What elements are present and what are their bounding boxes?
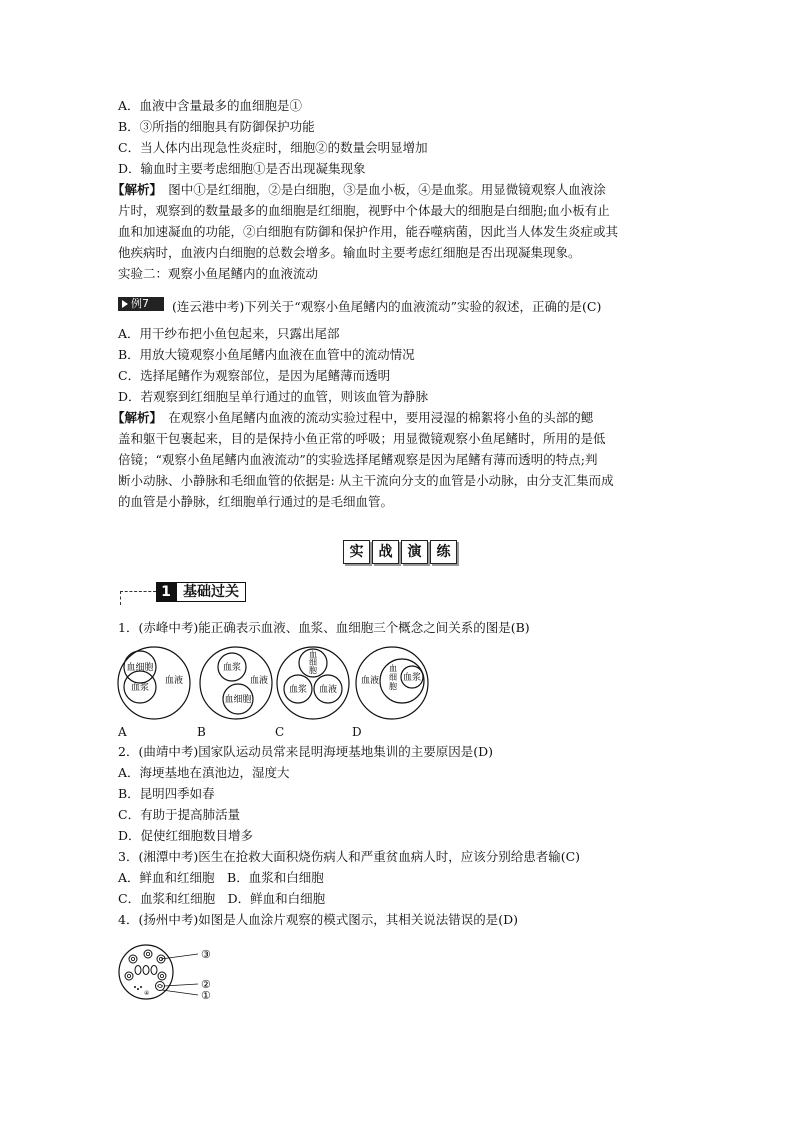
diag-a-label-plasma: 血浆 bbox=[130, 683, 150, 693]
diagram-a bbox=[118, 647, 190, 719]
analysis-1-line-4: 他疾病时，血液内白细胞的总数会增多。输血时主要考虑红细胞是否出现凝集现象。 bbox=[118, 245, 581, 260]
diagram-b bbox=[200, 647, 272, 719]
diagram-c bbox=[277, 647, 349, 719]
diag-d-label-plasma: 血浆 bbox=[402, 673, 422, 683]
question-2-option-a: A．海埂基地在滇池边，湿度大 bbox=[118, 765, 290, 780]
q4-label-2: ② bbox=[201, 978, 211, 991]
analysis-2-line-5: 的血管是小静脉，红细胞单行通过的是毛细血管。 bbox=[118, 494, 394, 509]
analysis-2-line-1 bbox=[112, 410, 593, 426]
analysis-tag: 【解析】 bbox=[112, 182, 156, 197]
question-1: 1．(赤峰中考)能正确表示血液、血浆、血细胞三个概念之间关系的图是(B) bbox=[118, 620, 530, 635]
example-7-option-b: B．用放大镜观察小鱼尾鳍内血液在血管中的流动情况 bbox=[118, 347, 415, 362]
diag-a-label-blood: 血液 bbox=[164, 676, 184, 686]
q4-label-3: ③ bbox=[201, 948, 211, 961]
diag-b-label-blood-cells: 血细胞 bbox=[224, 695, 252, 705]
banner-char: 演 bbox=[401, 540, 428, 564]
diag-d-label-blood: 血液 bbox=[360, 676, 380, 686]
question-3: 3．(湘潭中考)医生在抢救大面积烧伤病人和严重贫血病人时，应该分别给患者输(C) bbox=[118, 849, 581, 864]
diag-b-label-plasma: 血浆 bbox=[222, 663, 242, 673]
analysis-2-line-2: 盖和躯干包裹起来，目的是保持小鱼正常的呼吸；用显微镜观察小鱼尾鳍时，所用的是低 bbox=[118, 431, 606, 446]
example-7-question: (连云港中考)下列关于“观察小鱼尾鳍内的血液流动”实验的叙述，正确的是(C) bbox=[172, 299, 602, 314]
diag-c-label-blood: 血液 bbox=[318, 685, 338, 695]
analysis-2-line-3: 倍镜；“观察小鱼尾鳍内血液流动”的实验选择尾鳍观察是因为尾鳍有薄而透明的特点;判 bbox=[118, 452, 598, 467]
analysis-1-text-1: 图中①是红细胞，②是白细胞，③是血小板，④是血浆。用显微镜观察人血液涂 bbox=[155, 182, 606, 197]
example-badge-label: 例7 bbox=[131, 297, 149, 310]
banner-char: 战 bbox=[372, 540, 399, 564]
option-d-line: D．输血时主要考虑细胞①是否出现凝集现象 bbox=[118, 161, 366, 176]
diag-c-label-top: 胞 bbox=[309, 666, 317, 675]
analysis-1-line-2: 片时，观察到的数量最多的血细胞是红细胞，视野中个体最大的细胞是白细胞;血小板有止 bbox=[118, 203, 610, 218]
diagram-letter: D bbox=[352, 725, 362, 739]
play-triangle-icon bbox=[122, 300, 128, 308]
diag-a-label-blood-cells: 血细胞 bbox=[126, 663, 154, 673]
diag-d-label-mid: 细 bbox=[389, 673, 397, 682]
q1-diagrams bbox=[116, 643, 432, 723]
question-2-option-c: C．有助于提高肺活量 bbox=[118, 807, 241, 822]
analysis-tag: 【解析】 bbox=[112, 410, 156, 425]
dashed-line bbox=[120, 591, 156, 592]
example-7-option-a: A．用干纱布把小鱼包起来，只露出尾部 bbox=[118, 326, 340, 341]
question-4: 4．(扬州中考)如图是人血涂片观察的模式图示，其相关说法错误的是(D) bbox=[118, 912, 518, 927]
analysis-2-line-4: 断小动脉、小静脉和毛细血管的依据是: 从主干流向分支的血管是小动脉，由分支汇集而成 bbox=[118, 473, 614, 488]
diag-c-label-top: 血 bbox=[309, 650, 317, 659]
example-badge bbox=[118, 297, 164, 311]
diag-c-label-plasma: 血浆 bbox=[288, 685, 308, 695]
diag-c-label-top: 细 bbox=[309, 658, 317, 667]
diagram-d bbox=[356, 647, 428, 719]
option-a-line: A．血液中含量最多的血细胞是① bbox=[118, 98, 303, 113]
diag-d-label-mid: 胞 bbox=[389, 682, 397, 691]
analysis-1-line-3: 血和加速凝血的功能，②白细胞有防御和保护作用，能吞噬病菌，因此当人体发生炎症或其 bbox=[118, 224, 619, 239]
example-7-option-c: C．选择尾鳍作为观察部位，是因为尾鳍薄而透明 bbox=[118, 368, 391, 383]
section-title: 基础过关 bbox=[176, 582, 246, 602]
option-b-line: B．③所指的细胞具有防御保护功能 bbox=[118, 119, 315, 134]
option-c-line: C．当人体内出现急性炎症时，细胞②的数量会明显增加 bbox=[118, 140, 428, 155]
diag-b-label-blood: 血液 bbox=[249, 676, 269, 686]
banner-char: 实 bbox=[343, 540, 370, 564]
analysis-2-text-1: 在观察小鱼尾鳍内血液的流动实验过程中，要用浸湿的棉絮将小鱼的头部的鳃 bbox=[155, 410, 594, 425]
question-2-option-d: D．促使红细胞数目增多 bbox=[118, 828, 254, 843]
question-2-option-b: B．昆明四季如春 bbox=[118, 786, 215, 801]
question-3-options-cd: C．血浆和红细胞 D．鲜血和白细胞 bbox=[118, 891, 326, 906]
question-3-options-ab: A．鲜血和红细胞 B．血浆和白细胞 bbox=[118, 870, 324, 885]
diagram-letter: A bbox=[118, 725, 127, 739]
question-2: 2．(曲靖中考)国家队运动员常来昆明海埂基地集训的主要原因是(D) bbox=[118, 744, 493, 759]
banner-char: 练 bbox=[430, 540, 457, 564]
diag-d-label-mid: 血 bbox=[389, 664, 397, 673]
section-number: 1 bbox=[156, 582, 176, 602]
q4-label-4: ④ bbox=[144, 990, 150, 997]
dashed-line-vertical bbox=[120, 591, 121, 605]
diagram-letter: B bbox=[197, 725, 206, 739]
example-7-option-d: D．若观察到红细胞呈单行通过的血管，则该血管为静脉 bbox=[118, 389, 429, 404]
practice-banner bbox=[343, 540, 459, 564]
experiment-2-heading: 实验二：观察小鱼尾鳍内的血液流动 bbox=[118, 266, 319, 281]
q4-label-1: ① bbox=[201, 989, 211, 1002]
analysis-1-line-1 bbox=[112, 182, 606, 198]
diagram-letter: C bbox=[275, 725, 285, 739]
q4-blood-smear-diagram bbox=[118, 942, 218, 1004]
